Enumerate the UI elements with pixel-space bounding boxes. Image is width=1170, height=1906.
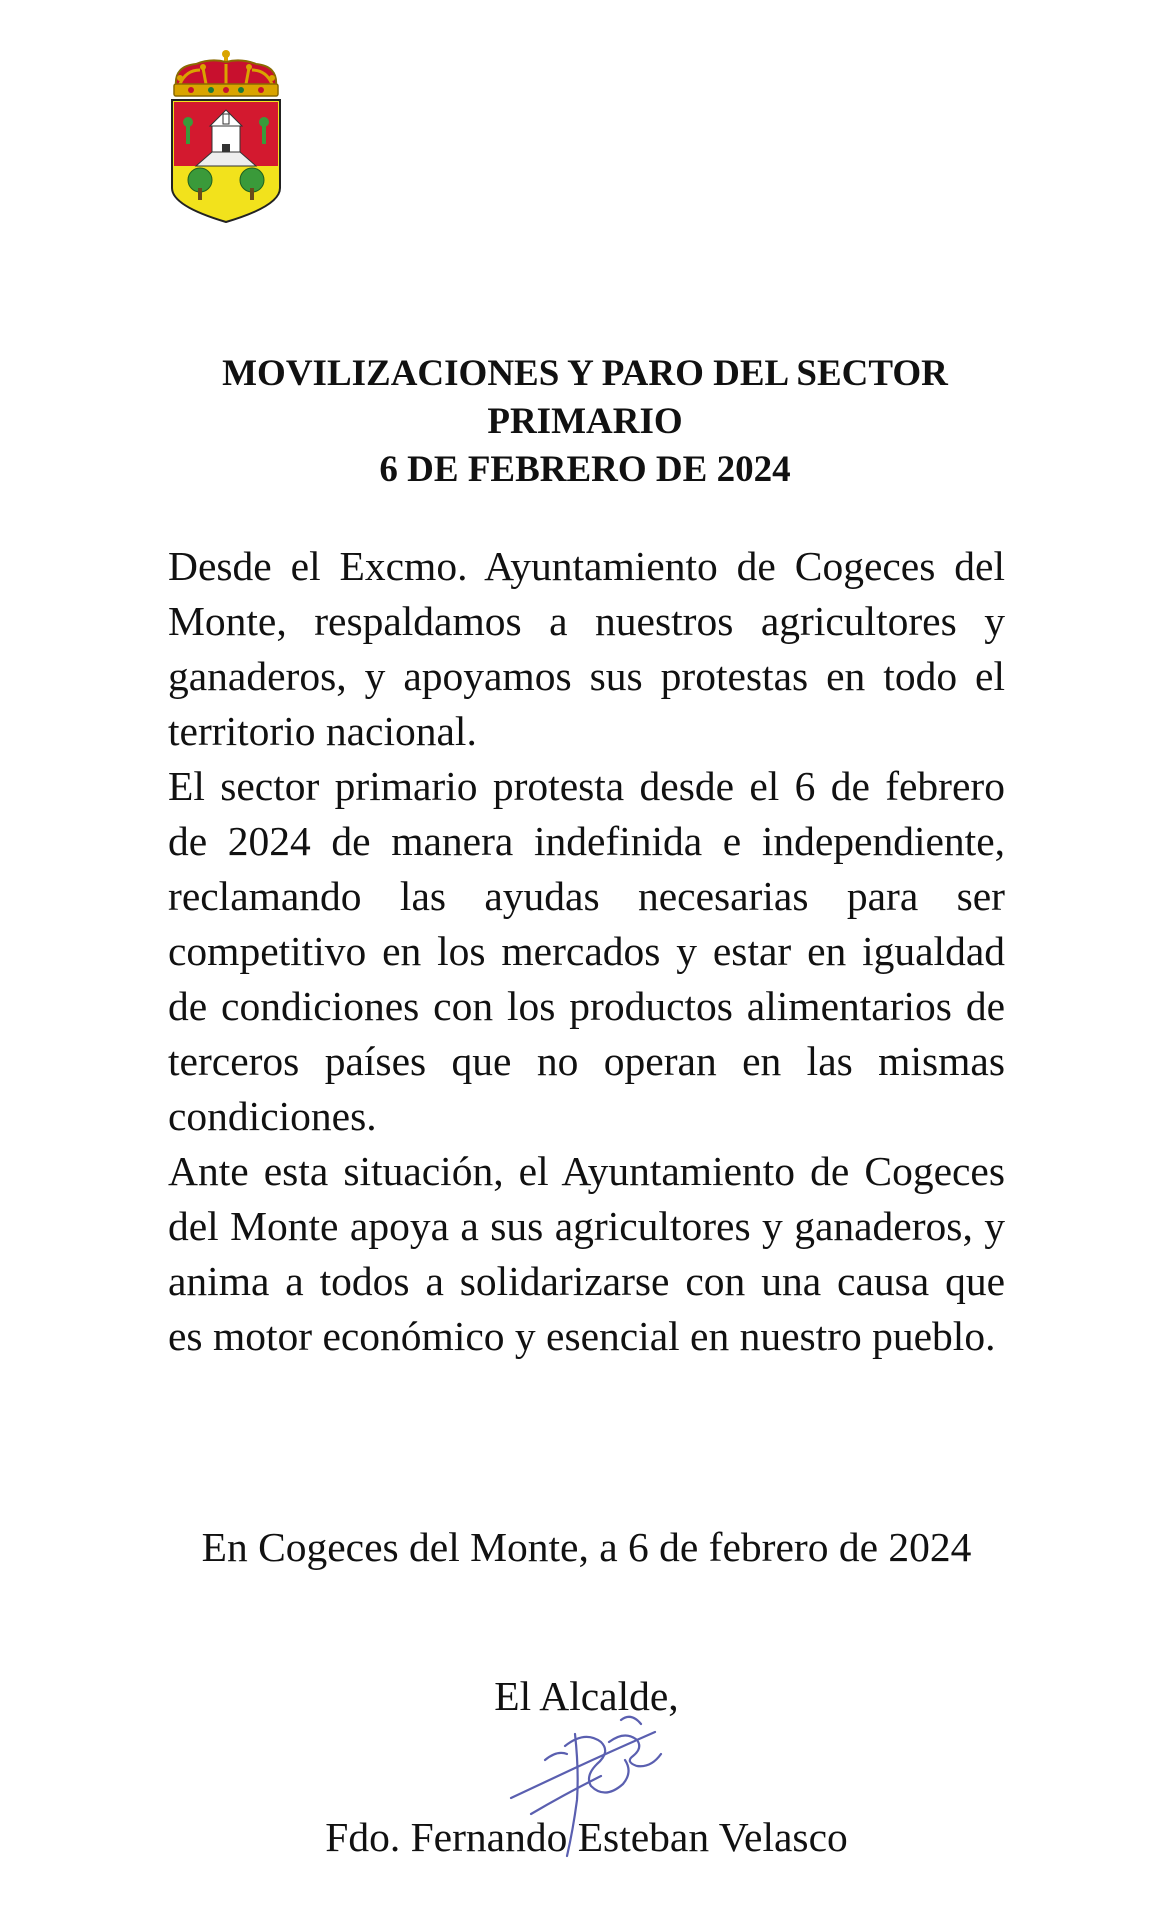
document-body xyxy=(168,539,1005,1364)
title-line-3: 6 DE FEBRERO DE 2024 xyxy=(379,449,791,490)
signer-role: El Alcalde, xyxy=(494,1673,679,1719)
title-line-1: MOVILIZACIONES Y PARO DEL SECTOR xyxy=(222,353,948,394)
body-paragraph-1: Desde el Excmo. Ayuntamiento de Cogeces del Monte, respaldamos a nuestros agricultores y ganaderos, y apoyamos sus protestas en todo el territorio nacional. xyxy=(168,543,1005,754)
municipal-coat-of-arms-icon xyxy=(166,48,286,224)
signer-name: Fdo. Fernando Esteban Velasco xyxy=(325,1814,848,1860)
title-line-2: PRIMARIO xyxy=(487,401,683,442)
shield-icon xyxy=(172,100,280,222)
body-paragraph-2: El sector primario protesta desde el 6 de febrero de 2024 de manera indefinida e independiente, reclamando las ayudas necesarias para ser competitivo en los mercados y estar en igualdad de condiciones con los productos alimentarios de terceros países que no operan en las mismas condiciones. xyxy=(168,763,1005,1139)
crown-icon xyxy=(174,50,278,96)
body-paragraph-3: Ante esta situación, el Ayuntamiento de Cogeces del Monte apoya a sus agricultores y ganaderos, y anima a todos a solidarizarse con una causa que es motor económico y esencial en nuestro pueblo. xyxy=(168,1148,1005,1359)
document-title xyxy=(120,350,1050,494)
date-line: En Cogeces del Monte, a 6 de febrero de 2024 xyxy=(201,1524,972,1570)
